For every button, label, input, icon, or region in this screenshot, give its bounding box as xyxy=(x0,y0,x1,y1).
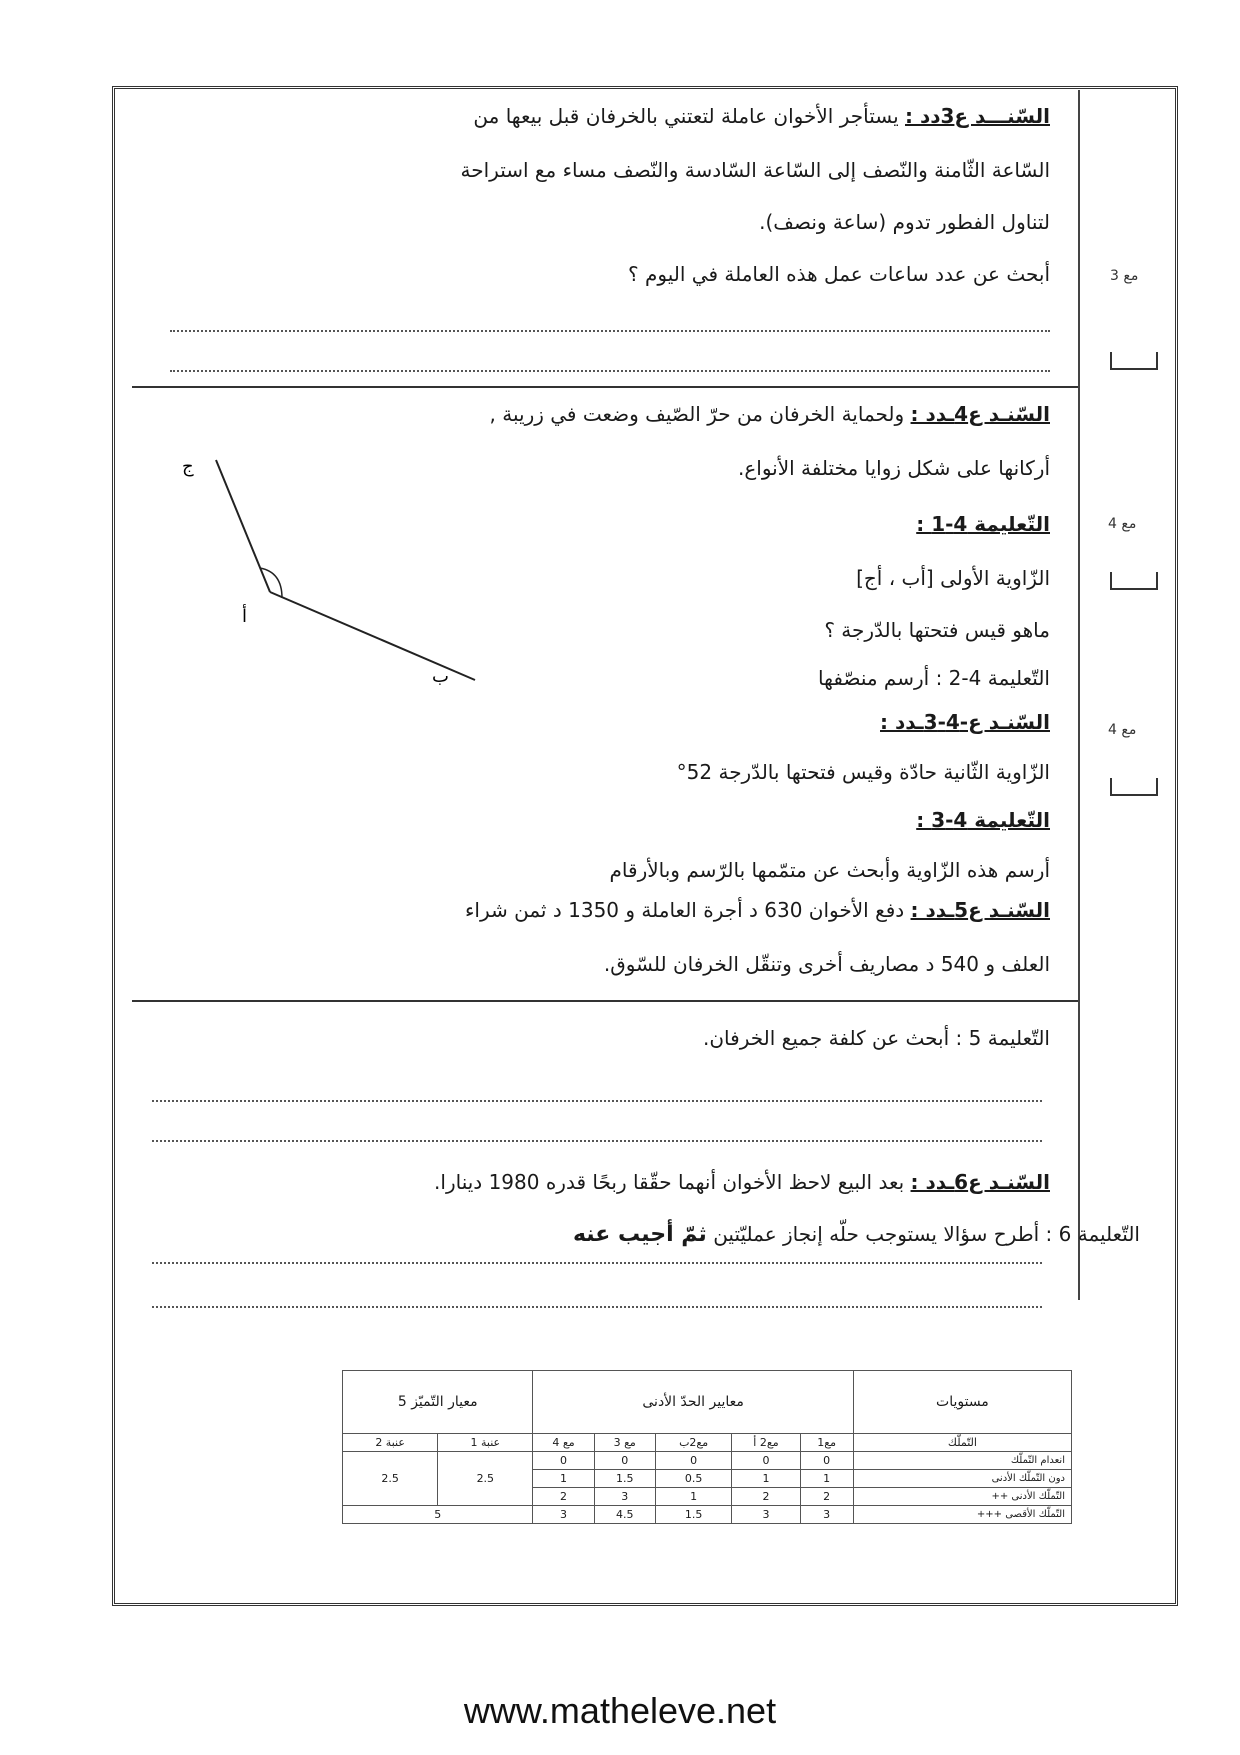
section5-text1: دفع الأخوان 630 د أجرة العاملة و 1350 د ثمن شراء xyxy=(465,898,905,922)
section4-label: السّنـد ع4ـدد : xyxy=(910,402,1050,426)
angle-diagram xyxy=(170,450,490,690)
score-column-divider xyxy=(1078,90,1080,1300)
answer-line xyxy=(152,1306,1042,1308)
cell: 2.5 xyxy=(438,1452,533,1506)
answer-line xyxy=(152,1140,1042,1142)
section3-text1: يستأجر الأخوان عاملة لتعتني بالخرفان قبل بيعها من xyxy=(473,104,899,128)
section3-label: السّنـــد ع3دد : xyxy=(905,104,1050,128)
section4-score-label: مع 4 xyxy=(1108,516,1137,532)
cell: 1 xyxy=(655,1488,732,1506)
cell: 3 xyxy=(732,1506,800,1524)
score-box xyxy=(1110,778,1158,796)
point-a-label: أ xyxy=(242,606,248,627)
task-6 xyxy=(573,1222,1140,1247)
task-6-text: التّعليمة 6 : أطرح سؤالا يستوجب حلّه إنجاز عمليّتين xyxy=(713,1222,1140,1246)
cell: 0 xyxy=(533,1452,594,1470)
answer-line xyxy=(152,1262,1042,1264)
point-j-label: ج xyxy=(182,456,194,477)
section6-label: السّنـد ع6ـدد : xyxy=(910,1170,1050,1194)
task-6-handwritten: ثمّ أجيب عنه xyxy=(572,1222,707,1247)
cell: 2 xyxy=(732,1488,800,1506)
sub-header: عنبة 1 xyxy=(438,1434,533,1452)
score-box xyxy=(1110,572,1158,590)
section4-line1 xyxy=(490,402,1050,426)
sub-header: مع 3 xyxy=(594,1434,655,1452)
cell: 0.5 xyxy=(655,1470,732,1488)
section5-label: السّنـد ع5ـدد : xyxy=(910,898,1050,922)
cell: 0 xyxy=(655,1452,732,1470)
task-4-3-label: التّعليمة 4-3 : xyxy=(916,808,1050,832)
section3-line1 xyxy=(473,104,1050,128)
task-4-1-label: التّعليمة 4-1 : xyxy=(916,512,1050,536)
grading-table xyxy=(342,1370,1072,1524)
cell: 0 xyxy=(800,1452,853,1470)
cell: 2.5 xyxy=(343,1452,438,1506)
cell: 1.5 xyxy=(655,1506,732,1524)
point-b-label: ب xyxy=(432,666,449,687)
answer-line xyxy=(170,370,1050,372)
task-5: التّعليمة 5 : أبحث عن كلفة جميع الخرفان. xyxy=(703,1026,1050,1050)
cell: 1 xyxy=(533,1470,594,1488)
cell: 3 xyxy=(594,1488,655,1506)
row-label: التّملّك الأدنى ++ xyxy=(853,1488,1071,1506)
cell: 4.5 xyxy=(594,1506,655,1524)
section3-score-label: مع 3 xyxy=(1110,268,1139,284)
section-divider xyxy=(132,386,1078,388)
section6-line1 xyxy=(434,1170,1050,1194)
section4-3-score-label: مع 4 xyxy=(1108,722,1137,738)
section5-line2: العلف و 540 د مصاريف أخرى وتنقّل الخرفان للسّوق. xyxy=(603,952,1050,976)
task-4-2: التّعليمة 4-2 : أرسم منصّفها xyxy=(818,666,1050,690)
min-criteria-header: معايير الحدّ الأدنى xyxy=(533,1371,853,1434)
section-divider xyxy=(132,1000,1078,1002)
section4-text1: ولحماية الخرفان من حرّ الصّيف وضعت في زريبة , xyxy=(489,402,905,426)
task-4-1-question: ماهو قيس فتحتها بالدّرجة ؟ xyxy=(824,618,1050,642)
row-label: التّملّك الأقصى +++ xyxy=(853,1506,1071,1524)
cell: 1 xyxy=(800,1470,853,1488)
section3-question: أبحث عن عدد ساعات عمل هذه العاملة في اليوم ؟ xyxy=(628,262,1050,286)
sub-header: مع2 أ xyxy=(732,1434,800,1452)
task-4-1-text: الزّاوية الأولى [أب ، أج] xyxy=(856,566,1050,590)
section3-line3: لتناول الفطور تدوم (ساعة ونصف). xyxy=(759,210,1050,234)
task-4-3-text: أرسم هذه الزّاوية وأبحث عن متمّمها بالرّسم وبالأرقام xyxy=(609,858,1050,882)
section4-3-label: السّنـد ع-4-3ـدد : xyxy=(880,710,1050,734)
levels-header: مستويات xyxy=(853,1371,1071,1434)
section6-text1: بعد البيع لاحظ الأخوان أنهما حقّقا ربحًا قدره 1980 دينارا. xyxy=(434,1170,905,1194)
ray-aj xyxy=(216,460,270,592)
cell: 3 xyxy=(800,1506,853,1524)
cell: 0 xyxy=(732,1452,800,1470)
row-label: انعدام التّملّك xyxy=(853,1452,1071,1470)
section5-line1 xyxy=(465,898,1050,922)
sub-header: مع1 xyxy=(800,1434,853,1452)
cell: 5 xyxy=(343,1506,533,1524)
sub-header: عنبة 2 xyxy=(343,1434,438,1452)
row-label: دون التّملّك الأدنى xyxy=(853,1470,1071,1488)
score-box xyxy=(1110,352,1158,370)
footer-url[interactable]: www.matheleve.net xyxy=(463,1690,777,1731)
cell: 2 xyxy=(800,1488,853,1506)
cell: 0 xyxy=(594,1452,655,1470)
section4-3-line1: الزّاوية الثّانية حادّة وقيس فتحتها بالدّرجة 52° xyxy=(676,760,1050,784)
sub-header: التّملّك xyxy=(853,1434,1071,1452)
answer-line xyxy=(152,1100,1042,1102)
section4-line2: أركانها على شكل زوايا مختلفة الأنواع. xyxy=(737,456,1050,480)
answer-line xyxy=(170,330,1050,332)
sub-header: مع2ب xyxy=(655,1434,732,1452)
cell: 1 xyxy=(732,1470,800,1488)
sub-header: مع 4 xyxy=(533,1434,594,1452)
excellence-header: معيار التّميّز 5 xyxy=(343,1371,533,1434)
section3-line2: السّاعة الثّامنة والنّصف إلى السّاعة السّادسة والنّصف مساء مع استراحة xyxy=(460,158,1050,182)
cell: 1.5 xyxy=(594,1470,655,1488)
cell: 3 xyxy=(533,1506,594,1524)
cell: 2 xyxy=(533,1488,594,1506)
